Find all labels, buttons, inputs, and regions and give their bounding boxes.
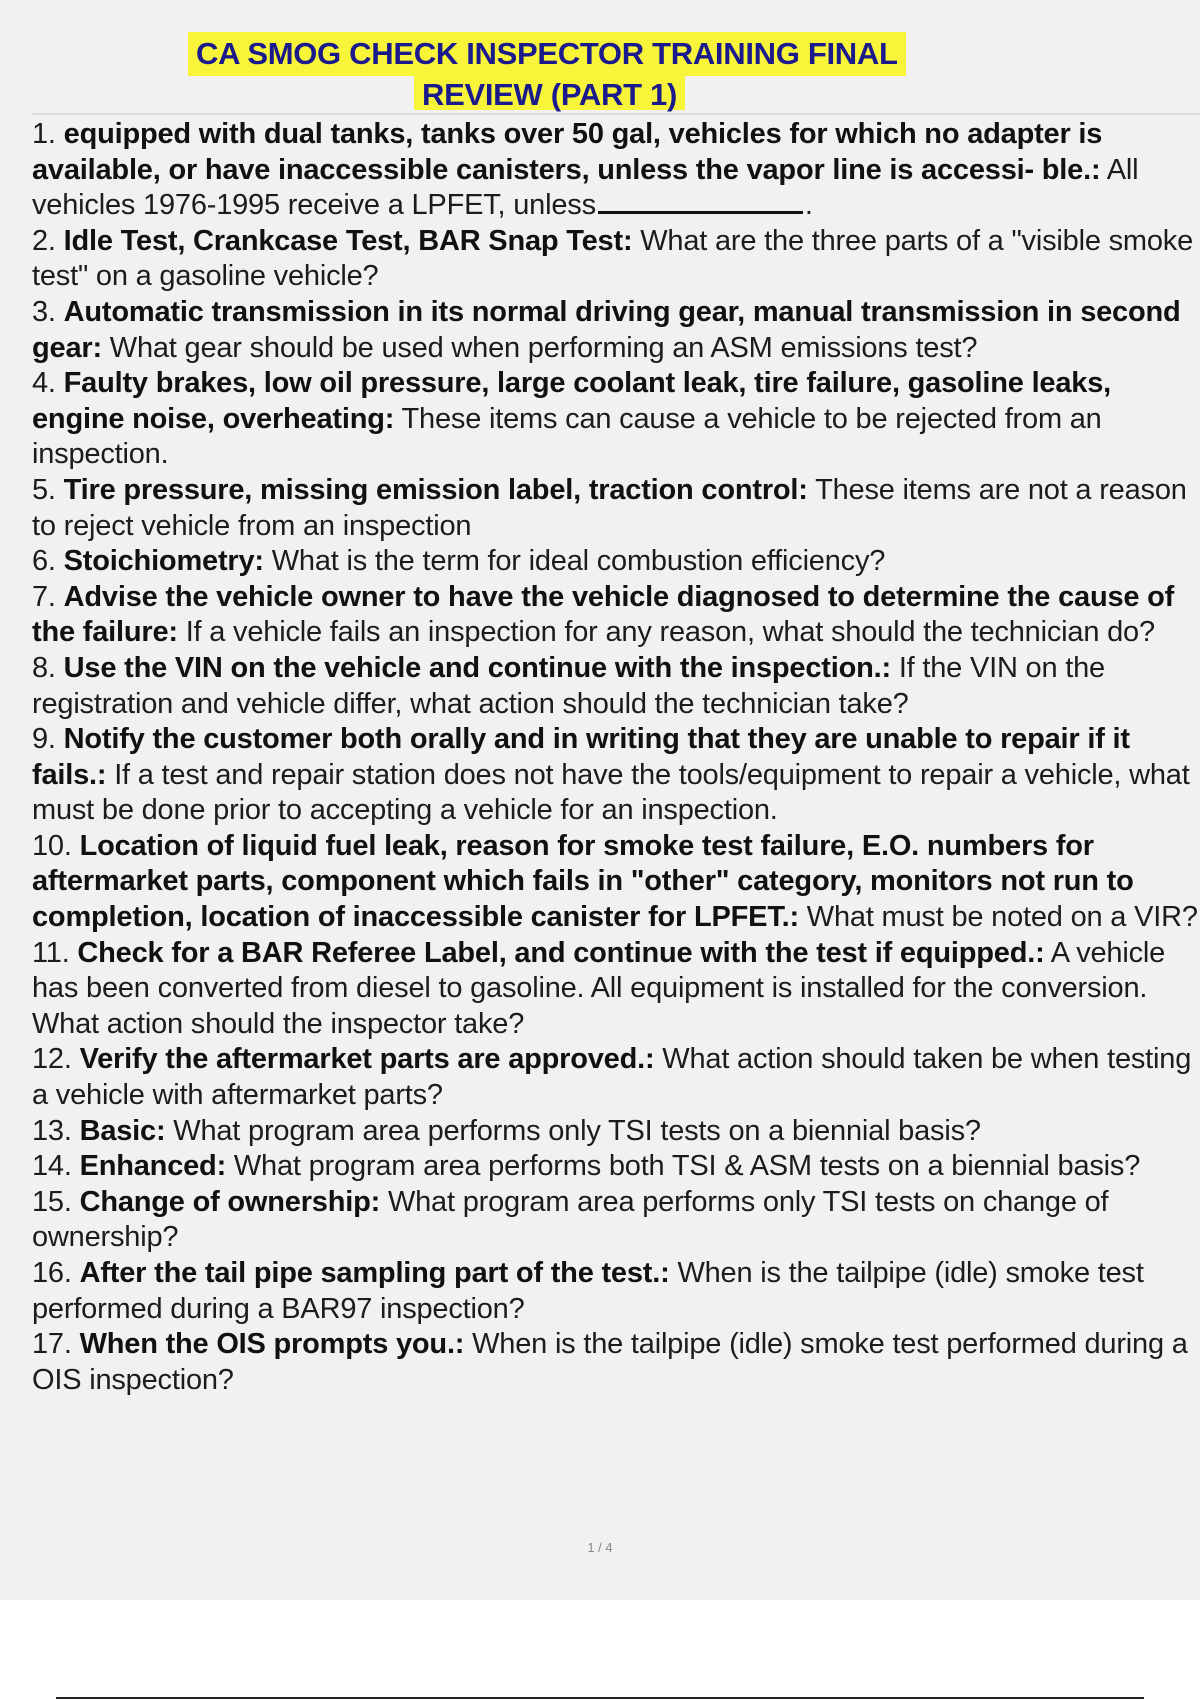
item-number: 8. xyxy=(32,651,56,684)
item-question: What is the term for ideal combustion efficiency? xyxy=(271,545,886,578)
next-page-edge xyxy=(56,1697,1144,1699)
item-number: 7. xyxy=(32,580,56,613)
qa-item xyxy=(32,722,1200,829)
qa-item xyxy=(32,295,1200,366)
item-question: What program area performs both TSI & ASM tests on a biennial basis? xyxy=(233,1150,1141,1183)
item-number: 12. xyxy=(32,1043,72,1076)
item-question: These items are not a reason to reject vehicle from an inspection xyxy=(32,473,1187,542)
item-question: If a test and repair station does not have the tools/equipment to repair a vehicle, what must be done prior to accepting a vehicle for an inspection. xyxy=(32,758,1190,827)
item-answer: Idle Test, Crankcase Test, BAR Snap Test: xyxy=(63,224,633,257)
item-question: When is the tailpipe (idle) smoke test performed during a BAR97 inspection? xyxy=(32,1257,1144,1325)
item-number: 16. xyxy=(32,1257,72,1289)
item-question: What are the three parts of a "visible smoke test" on a gasoline vehicle? xyxy=(32,224,1194,293)
item-number: 10. xyxy=(32,829,72,862)
item-question: A vehicle has been converted from diesel to gasoline. All equipment is installed for the conversion. What action should the inspector take? xyxy=(32,936,1166,1040)
item-answer: Automatic transmission in its normal driving gear, manual transmission in second gear: xyxy=(32,295,1181,364)
title-line-1: CA SMOG CHECK INSPECTOR TRAINING FINAL xyxy=(188,32,906,76)
qa-item xyxy=(32,544,1200,580)
item-answer: Change of ownership: xyxy=(79,1185,381,1218)
qa-item xyxy=(32,580,1200,651)
item-answer: Use the VIN on the vehicle and continue with the inspection.: xyxy=(63,651,891,684)
qa-list xyxy=(32,117,1200,1398)
item-number: 5. xyxy=(32,473,56,506)
title-divider xyxy=(32,113,1200,115)
item-answer: Stoichiometry: xyxy=(63,545,264,578)
item-question: If a vehicle fails an inspection for any reason, what should the technician do? xyxy=(185,616,1155,649)
item-question: What program area performs only TSI tests on a biennial basis? xyxy=(173,1114,981,1147)
item-answer: Location of liquid fuel leak, reason for smoke test failure, E.O. numbers for aftermarket parts, component which fails in "other" category, monitors not run to completion, location of inaccessible canister for LPFET.: xyxy=(32,829,1134,934)
item-number: 2. xyxy=(32,224,56,257)
item-number: 3. xyxy=(32,295,56,328)
item-question: All vehicles 1976-1995 receive a LPFET, unless xyxy=(32,153,1139,222)
item-answer: Verify the aftermarket parts are approved.: xyxy=(79,1043,655,1076)
qa-item xyxy=(32,1149,1200,1185)
qa-item xyxy=(32,1185,1200,1256)
title-line-2: REVIEW (PART 1) xyxy=(414,76,685,110)
fill-in-blank xyxy=(598,189,803,214)
qa-item xyxy=(32,936,1200,1043)
item-question: What must be noted on a VIR? xyxy=(806,901,1198,934)
item-number: 11. xyxy=(32,936,70,969)
item-number: 17. xyxy=(32,1328,72,1361)
qa-item xyxy=(32,1042,1200,1113)
item-question: What action should taken be when testing a vehicle with aftermarket parts? xyxy=(32,1043,1192,1112)
item-question: What gear should be used when performing an ASM emissions test? xyxy=(109,331,978,364)
item-answer: Advise the vehicle owner to have the vehicle diagnosed to determine the cause of the failure: xyxy=(32,580,1175,649)
item-number: 1. xyxy=(32,118,56,150)
item-number: 15. xyxy=(32,1185,72,1218)
item-answer: Check for a BAR Referee Label, and continue with the test if equipped.: xyxy=(77,936,1045,969)
item-answer: Enhanced: xyxy=(79,1150,227,1183)
item-number: 13. xyxy=(32,1114,72,1147)
item-answer: When the OIS prompts you.: xyxy=(79,1328,465,1361)
qa-item xyxy=(32,473,1200,544)
item-number: 4. xyxy=(32,367,56,400)
item-answer: Tire pressure, missing emission label, traction control: xyxy=(63,473,808,506)
page-indicator: 1 / 4 xyxy=(587,1540,613,1555)
item-number: 14. xyxy=(32,1150,72,1183)
item-question: If the VIN on the registration and vehicle differ, what action should the technician take? xyxy=(32,651,1105,720)
item-answer: Basic: xyxy=(79,1114,166,1147)
item-answer: equipped with dual tanks, tanks over 50 gal, vehicles for which no adapter is available, or have inaccessible canisters, unless the vapor line is accessi- ble.: xyxy=(32,118,1103,186)
item-answer: After the tail pipe sampling part of the test.: xyxy=(79,1257,670,1289)
item-number: 9. xyxy=(32,723,56,756)
item-question: What program area performs only TSI tests on change of ownership? xyxy=(32,1185,1109,1254)
qa-item xyxy=(32,117,1200,224)
qa-item xyxy=(32,1114,1200,1150)
qa-item xyxy=(32,829,1200,936)
item-question: These items can cause a vehicle to be rejected from an inspection. xyxy=(32,402,1102,471)
item-question-end: . xyxy=(804,189,813,222)
item-number: 6. xyxy=(32,545,56,578)
qa-item xyxy=(32,1256,1200,1327)
qa-item xyxy=(32,1327,1200,1398)
qa-item xyxy=(32,651,1200,722)
item-answer: Notify the customer both orally and in writing that they are unable to repair if it fails.: xyxy=(32,723,1130,791)
item-question: When is the tailpipe (idle) smoke test performed during a OIS inspection? xyxy=(32,1328,1188,1396)
qa-item xyxy=(32,366,1200,473)
qa-item xyxy=(32,224,1200,295)
item-answer: Faulty brakes, low oil pressure, large coolant leak, tire failure, gasoline leaks, engine noise, overheating: xyxy=(32,367,1111,435)
